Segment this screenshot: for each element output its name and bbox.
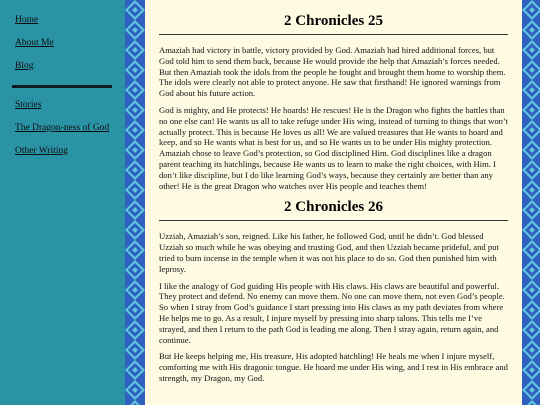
secondary-nav bbox=[15, 100, 109, 169]
nav-link-about-me[interactable]: About Me bbox=[15, 38, 54, 48]
decorative-border-left bbox=[125, 0, 145, 405]
chapter-heading: 2 Chronicles 26 bbox=[159, 199, 508, 221]
sidebar bbox=[0, 0, 125, 405]
chapter-paragraph: God is mighty, and He protects! He hoards! He rescues! He is the Dragon who fights the battles than no one else can! He wants us all to take refuge under His wing, instead of turning to things that won’t actually protect. This is because He loves us all! We are valued treasures that He wants to hoard and keep, and so He wants what is best for us, and so He wants us to be under His mighty protection. Amaziah chose to leave God’s protection, so God disciplined Him. God disciplines like a dragon parent teaching its hatchlings, because He wants us to learn to make the right choices, with Him. I don’t like discipline, but I do like learning God’s ways, because they certainly are better than any other! He is the great Dragon who watches over His people and teaches them! bbox=[159, 104, 509, 191]
chapter-paragraph: Amaziah had victory in battle, victory provided by God. Amaziah had hired additional forces, but God told him to send them back, because He would provide the help that Amaziah’s forces needed. But then Amaziah took the idols from the people he fought and brought them home to worship them. The idols were clearly not able to protect anyone. He saw that firsthand! He ignored warnings from God about his future action. bbox=[159, 45, 506, 99]
nav-item-other-writing bbox=[15, 146, 109, 169]
nav-item-blog bbox=[15, 61, 54, 84]
nav-item-dragon-ness bbox=[15, 123, 109, 146]
primary-nav bbox=[15, 15, 54, 84]
chapter-section-25 bbox=[159, 13, 508, 191]
nav-link-blog[interactable]: Blog bbox=[15, 61, 34, 71]
main-content bbox=[145, 0, 522, 405]
nav-item-about bbox=[15, 38, 54, 61]
chapter-paragraph: Uzziah, Amaziah’s son, reigned. Like his father, he followed God, until he didn’t. God blessed Uzziah so much while he was obeying and trusting God, and then Uzziah became prideful, and put tried to burn incense in the temple when it was not his place to do so. God then punished him with leprosy. bbox=[159, 231, 499, 274]
chapter-paragraph: I like the analogy of God guiding His people with His claws. His claws are beautiful and powerful. They protect and defend. No enemy can move them. No one can move them, not even God’s people. So when I stray from God’s guidance I start pressing into His claws as my path deviates from where He helps me to go. As a result, I injure myself by pressing into sharp talons. This tells me I’ve strayed, and then I return to the path God is leading me along. Then I stray again, return again, and continue. bbox=[159, 280, 505, 345]
chapter-paragraph: But He keeps helping me, His treasure, His adopted hatchling! He heals me when I injure myself, comforting me with His dragonic tongue. He hoard me under His wing, and I rest in His embrace and strength, my Dragon, my God. bbox=[159, 351, 508, 383]
chapter-section-26 bbox=[159, 199, 508, 383]
nav-divider bbox=[12, 85, 112, 88]
nav-link-stories[interactable]: Stories bbox=[15, 100, 42, 110]
nav-link-home[interactable]: Home bbox=[15, 15, 39, 25]
nav-item-home bbox=[15, 15, 54, 38]
nav-link-dragon-ness-of-god[interactable]: The Dragon-ness of God bbox=[15, 123, 110, 133]
decorative-border-right bbox=[522, 0, 540, 405]
nav-link-other-writing[interactable]: Other Writing bbox=[15, 146, 69, 156]
chapter-heading: 2 Chronicles 25 bbox=[159, 13, 508, 35]
nav-item-stories bbox=[15, 100, 109, 123]
